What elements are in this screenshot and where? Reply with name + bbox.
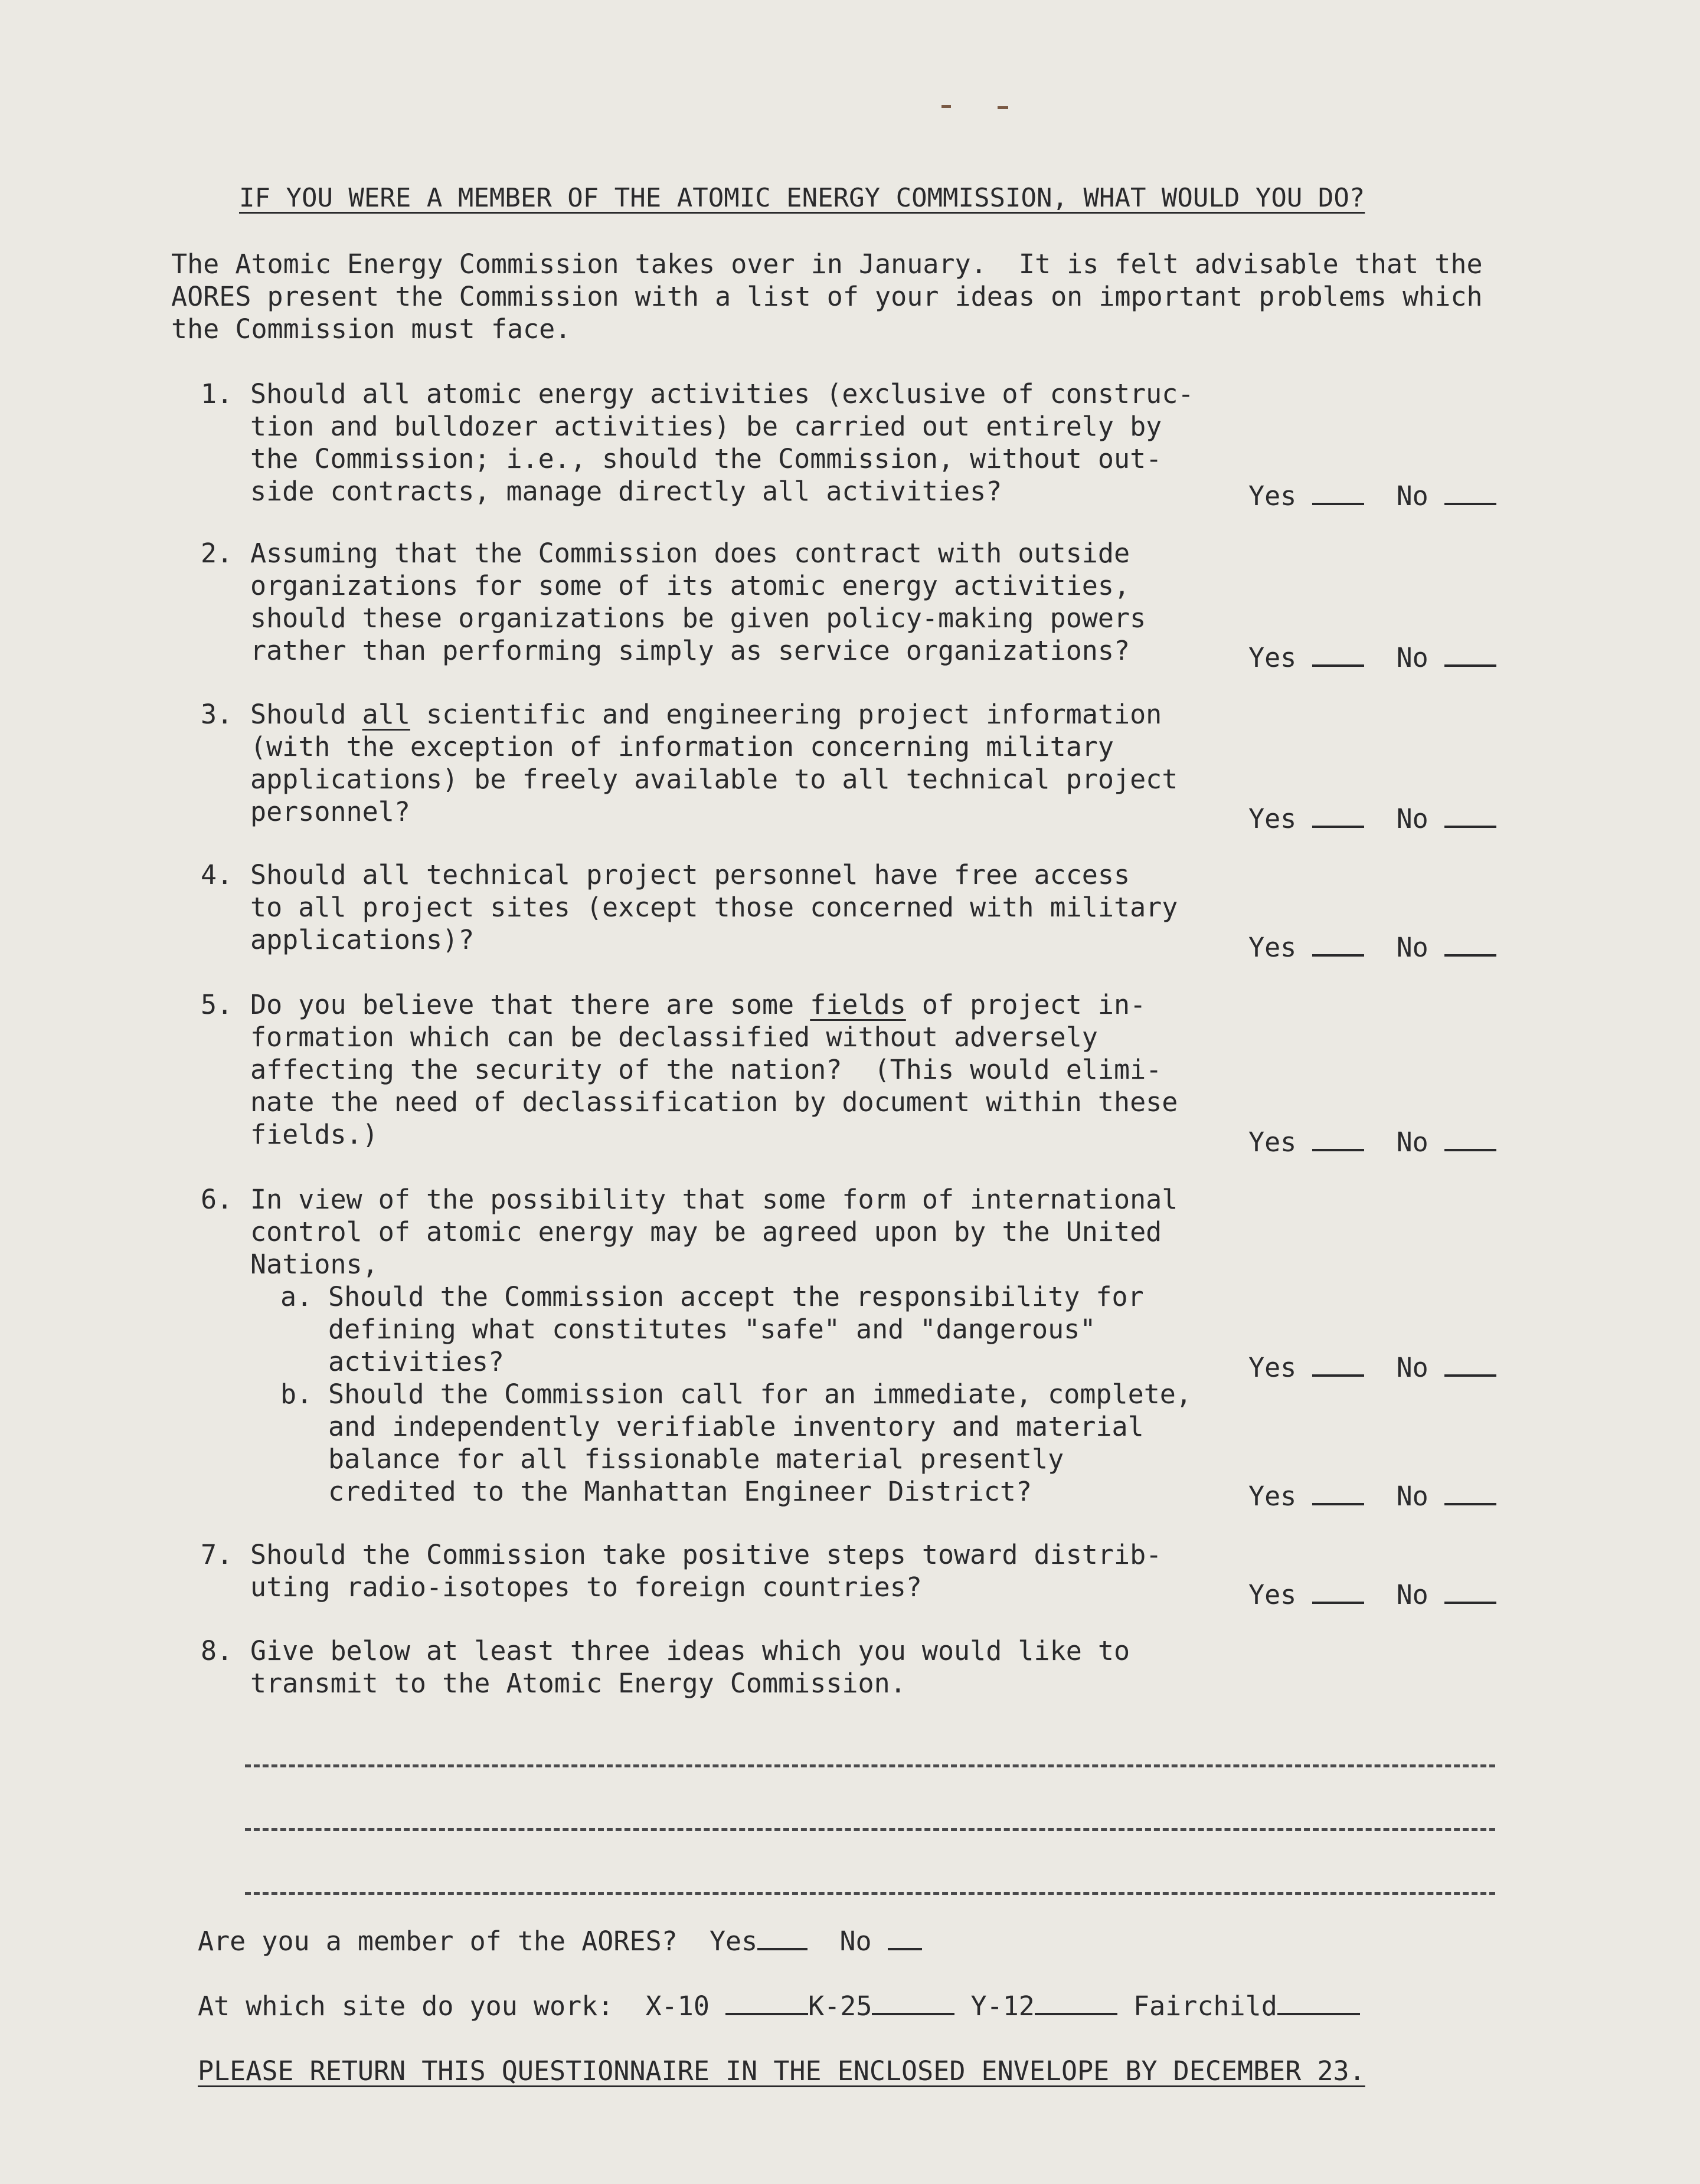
no-label: No xyxy=(1396,803,1428,834)
site-x10-label: X-10 xyxy=(645,1990,710,2022)
no-label: No xyxy=(1396,1579,1428,1610)
question-1-line-2: tion and bulldozer activities) be carried out entirely by xyxy=(250,411,1162,442)
site-y12-label: Y-12 xyxy=(970,1990,1035,2022)
question-1-number: 1. xyxy=(201,378,233,410)
yes-label: Yes xyxy=(1248,932,1297,963)
site-fairchild-label: Fairchild xyxy=(1133,1990,1277,2022)
question-8-line-1: Give below at least three ideas which you would like to xyxy=(250,1635,1130,1666)
answer-q5-no-blank[interactable] xyxy=(1444,1131,1496,1151)
question-4-line-2: to all project sites (except those concerned with military xyxy=(250,892,1178,923)
yes-label: Yes xyxy=(1248,1481,1297,1512)
question-7-line-2: uting radio-isotopes to foreign countries? xyxy=(250,1571,922,1603)
question-3-line-2: (with the exception of information concerning military xyxy=(250,731,1114,762)
no-label: No xyxy=(1396,932,1428,963)
answer-q5 xyxy=(1248,1126,1496,1158)
site-k25-label: K-25 xyxy=(808,1990,872,2022)
idea-line-3[interactable] xyxy=(245,1892,1495,1895)
site-question xyxy=(198,1990,1360,2022)
question-5-line-3: affecting the security of the nation? (This would elimi- xyxy=(250,1054,1162,1085)
member-question-text: Are you a member of the AORES? xyxy=(198,1926,678,1957)
no-label: No xyxy=(1396,1127,1428,1158)
question-4-number: 4. xyxy=(201,859,233,890)
question-3-emphasis: all xyxy=(362,699,410,730)
answer-q5-yes-blank[interactable] xyxy=(1312,1131,1364,1151)
yes-label: Yes xyxy=(1248,480,1297,512)
question-3-post: scientific and engineering project information xyxy=(410,699,1162,730)
question-1-line-4: side contracts, manage directly all activities? xyxy=(250,476,1002,507)
question-8-number: 8. xyxy=(201,1635,233,1666)
question-6-line-1: In view of the possibility that some form of international xyxy=(250,1184,1178,1215)
question-5-line-2: formation which can be declassified without adversely xyxy=(250,1021,1098,1053)
no-label: No xyxy=(1396,642,1428,673)
answer-q2-no-blank[interactable] xyxy=(1444,647,1496,667)
yes-label: Yes xyxy=(1248,1352,1297,1383)
paper-mark xyxy=(941,105,951,108)
question-6b-line-3: balance for all fissionable material presently xyxy=(328,1443,1064,1475)
question-6b-letter: b. xyxy=(280,1378,313,1410)
intro-line-1: The Atomic Energy Commission takes over in January. It is felt advisable that the xyxy=(171,248,1483,280)
site-fairchild-blank[interactable] xyxy=(1277,1995,1360,2015)
idea-line-2[interactable] xyxy=(245,1828,1495,1831)
question-6a-line-3: activities? xyxy=(328,1346,505,1377)
question-3-line-3: applications) be freely available to all technical project xyxy=(250,764,1178,795)
question-6b-line-4: credited to the Manhattan Engineer District? xyxy=(328,1476,1032,1507)
answer-q3-yes-blank[interactable] xyxy=(1312,808,1364,828)
question-4-line-3: applications)? xyxy=(250,924,475,955)
intro-line-2: AORES present the Commission with a list of your ideas on important problems which xyxy=(171,281,1483,312)
no-label: No xyxy=(1396,1352,1428,1383)
question-6a-line-2: defining what constitutes "safe" and "dangerous" xyxy=(328,1314,1096,1345)
yes-label: Yes xyxy=(1248,1127,1297,1158)
intro-line-3: the Commission must face. xyxy=(171,313,571,345)
answer-q6b-no-blank[interactable] xyxy=(1444,1485,1496,1505)
question-1-line-1: Should all atomic energy activities (exclusive of construc- xyxy=(250,378,1194,410)
question-5-emphasis: fields xyxy=(810,989,906,1020)
no-label: No xyxy=(1396,1481,1428,1512)
question-5-line-5: fields.) xyxy=(250,1119,378,1150)
member-no-blank[interactable] xyxy=(888,1930,922,1950)
footer-instruction: PLEASE RETURN THIS QUESTIONNAIRE IN THE ENCLOSED ENVELOPE BY DECEMBER 23. xyxy=(198,2055,1365,2087)
idea-line-1[interactable] xyxy=(245,1764,1495,1767)
member-question xyxy=(198,1925,922,1957)
site-x10-blank[interactable] xyxy=(725,1995,808,2015)
yes-label: Yes xyxy=(1248,803,1297,834)
answer-q3 xyxy=(1248,803,1496,835)
question-7-line-1: Should the Commission take positive steps toward distrib- xyxy=(250,1539,1162,1570)
answer-q7 xyxy=(1248,1579,1496,1611)
question-6a-line-1: Should the Commission accept the responsibility for xyxy=(328,1281,1144,1312)
question-5-line-4: nate the need of declassification by document within these xyxy=(250,1086,1178,1118)
answer-q1-no-blank[interactable] xyxy=(1444,485,1496,505)
question-2-line-3: should these organizations be given policy-making powers xyxy=(250,603,1146,634)
answer-q6b xyxy=(1248,1480,1496,1512)
answer-q6a-no-blank[interactable] xyxy=(1444,1357,1496,1377)
question-4-line-1: Should all technical project personnel have free access xyxy=(250,859,1130,890)
answer-q2 xyxy=(1248,641,1496,674)
yes-label: Yes xyxy=(1248,1579,1297,1610)
question-6b-line-1: Should the Commission call for an immediate, complete, xyxy=(328,1378,1192,1410)
answer-q1 xyxy=(1248,480,1496,512)
answer-q3-no-blank[interactable] xyxy=(1444,808,1496,828)
question-5-number: 5. xyxy=(201,989,233,1020)
question-5-line-1 xyxy=(250,988,1146,1021)
question-7-number: 7. xyxy=(201,1539,233,1570)
yes-label: Yes xyxy=(1248,642,1297,673)
question-3-pre: Should xyxy=(250,699,362,730)
answer-q6a-yes-blank[interactable] xyxy=(1312,1357,1364,1377)
site-k25-blank[interactable] xyxy=(872,1995,954,2015)
question-6a-letter: a. xyxy=(280,1281,313,1312)
question-3-number: 3. xyxy=(201,699,233,730)
question-5-post: of project in- xyxy=(905,989,1146,1020)
question-5-pre: Do you believe that there are some xyxy=(250,989,810,1020)
member-no-label: No xyxy=(839,1926,872,1957)
question-3-line-4: personnel? xyxy=(250,796,410,827)
question-2-line-1: Assuming that the Commission does contract with outside xyxy=(250,538,1130,569)
answer-q4 xyxy=(1248,931,1496,964)
answer-q4-no-blank[interactable] xyxy=(1444,937,1496,957)
question-6-line-3: Nations, xyxy=(250,1249,378,1280)
question-2-line-4: rather than performing simply as service organizations? xyxy=(250,635,1130,666)
question-3-line-1 xyxy=(250,698,1162,731)
no-label: No xyxy=(1396,480,1428,512)
answer-q2-yes-blank[interactable] xyxy=(1312,647,1364,667)
answer-q1-yes-blank[interactable] xyxy=(1312,485,1364,505)
answer-q7-no-blank[interactable] xyxy=(1444,1584,1496,1604)
answer-q4-yes-blank[interactable] xyxy=(1312,937,1364,957)
question-2-line-2: organizations for some of its atomic energy activities, xyxy=(250,570,1130,601)
question-6-number: 6. xyxy=(201,1184,233,1215)
question-8-line-2: transmit to the Atomic Energy Commission. xyxy=(250,1668,906,1699)
paper-mark xyxy=(998,106,1008,109)
question-2-number: 2. xyxy=(201,538,233,569)
question-6b-line-2: and independently verifiable inventory and material xyxy=(328,1411,1144,1442)
member-yes-blank[interactable] xyxy=(757,1930,808,1950)
question-1-line-3: the Commission; i.e., should the Commission, without out- xyxy=(250,443,1162,474)
site-y12-blank[interactable] xyxy=(1035,1995,1117,2015)
answer-q7-yes-blank[interactable] xyxy=(1312,1584,1364,1604)
page-title: IF YOU WERE A MEMBER OF THE ATOMIC ENERGY COMMISSION, WHAT WOULD YOU DO? xyxy=(239,183,1365,213)
question-6-line-2: control of atomic energy may be agreed upon by the United xyxy=(250,1216,1162,1247)
site-question-text: At which site do you work: xyxy=(198,1990,614,2022)
member-yes-label: Yes xyxy=(709,1926,758,1957)
answer-q6b-yes-blank[interactable] xyxy=(1312,1485,1364,1505)
answer-q6a xyxy=(1248,1351,1496,1384)
